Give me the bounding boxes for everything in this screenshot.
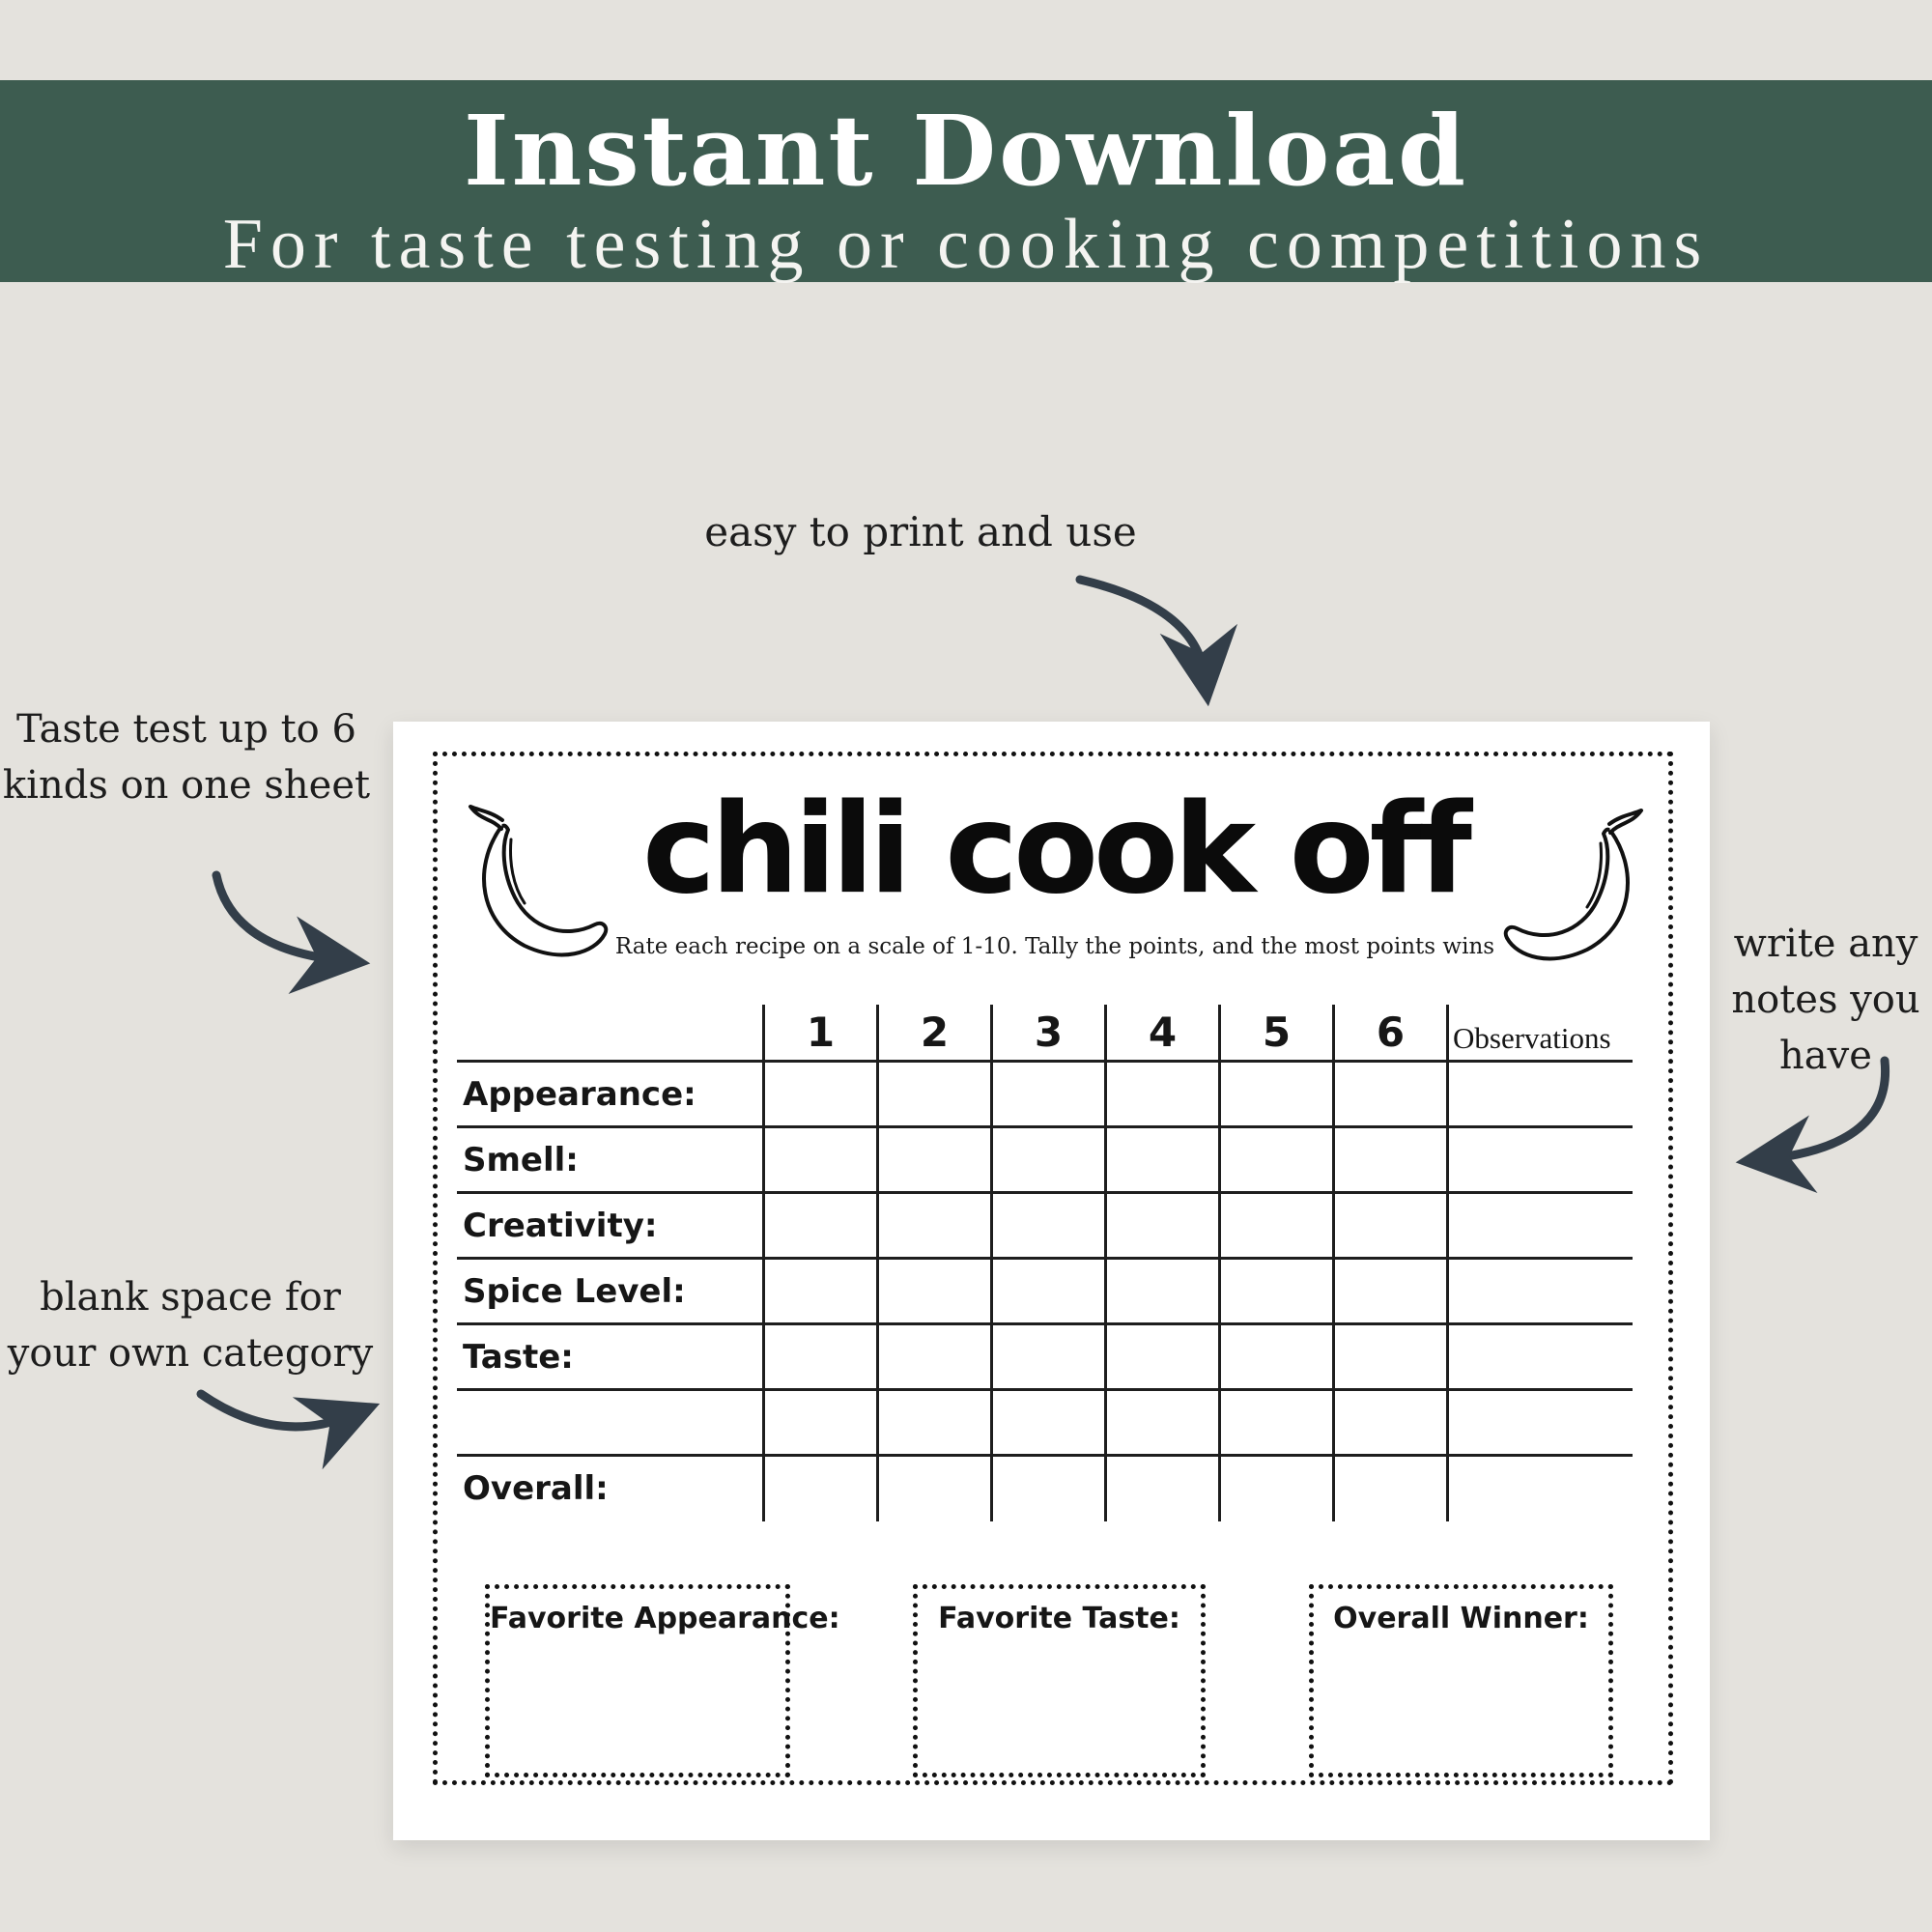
score-cell (762, 1194, 876, 1260)
score-cell (1104, 1391, 1218, 1457)
banner-subtitle: For taste testing or cooking competitions (222, 205, 1710, 284)
favorite-appearance-label: Favorite Appearance: (490, 1602, 840, 1635)
score-cell (876, 1128, 990, 1194)
score-cell (1104, 1325, 1218, 1391)
note-taste-test-line2: kinds on one sheet (2, 763, 371, 808)
observations-cell (1446, 1457, 1633, 1521)
score-cell (990, 1194, 1104, 1260)
score-cell (990, 1063, 1104, 1128)
score-cell (762, 1063, 876, 1128)
score-cell (876, 1391, 990, 1457)
row-label-smell: Smell: (463, 1141, 579, 1179)
score-cell (762, 1325, 876, 1391)
score-cell (1218, 1391, 1332, 1457)
score-cell (876, 1457, 990, 1521)
observations-cell (1446, 1260, 1633, 1325)
score-sheet (393, 722, 1710, 1840)
column-header-3: 3 (990, 1005, 1104, 1063)
table-header-row (457, 1005, 1633, 1063)
score-table (457, 1005, 1633, 1521)
row-label-creativity: Creativity: (463, 1207, 658, 1245)
curved-arrow-bottom-left-icon (201, 1394, 352, 1427)
sheet-subtitle: Rate each recipe on a scale of 1-10. Tally the points, and the most points wins (614, 934, 1495, 959)
observations-cell (1446, 1325, 1633, 1391)
row-label-taste: Taste: (463, 1338, 574, 1377)
score-cell (990, 1391, 1104, 1457)
note-blank-space-line1: blank space for (40, 1275, 341, 1320)
column-header-6: 6 (1332, 1005, 1446, 1063)
score-cell (1332, 1128, 1446, 1194)
table-row-overall (457, 1457, 1633, 1521)
score-cell (1218, 1260, 1332, 1325)
score-cell (1218, 1194, 1332, 1260)
table-corner-cell (457, 1005, 762, 1063)
note-write-notes-line2: notes you (1731, 978, 1920, 1022)
score-cell (1218, 1457, 1332, 1521)
favorite-appearance-box (485, 1584, 840, 1777)
score-cell (1218, 1325, 1332, 1391)
score-cell (1332, 1260, 1446, 1325)
curved-arrow-top-icon (1080, 580, 1205, 676)
observations-cell (1446, 1391, 1633, 1457)
note-taste-test (3, 701, 370, 813)
observations-cell (1446, 1128, 1633, 1194)
note-write-notes-line1: write any (1733, 922, 1918, 966)
note-blank-space-line2: your own category (7, 1331, 374, 1376)
sheet-title: chili cook off (642, 778, 1467, 922)
score-cell (1104, 1128, 1218, 1194)
banner (0, 80, 1932, 282)
score-cell (1104, 1194, 1218, 1260)
score-cell (1332, 1194, 1446, 1260)
observations-cell (1446, 1194, 1633, 1260)
score-cell (990, 1457, 1104, 1521)
score-cell (1104, 1260, 1218, 1325)
score-cell (990, 1128, 1104, 1194)
score-cell (1218, 1063, 1332, 1128)
score-cell (876, 1260, 990, 1325)
score-cell (762, 1457, 876, 1521)
table-row-smell (457, 1128, 1633, 1194)
score-cell (762, 1391, 876, 1457)
score-cell (1104, 1457, 1218, 1521)
score-cell (1104, 1063, 1218, 1128)
score-cell (1332, 1391, 1446, 1457)
column-header-2: 2 (876, 1005, 990, 1063)
table-row-creativity (457, 1194, 1633, 1260)
favorite-taste-box (913, 1584, 1206, 1777)
column-header-observations: Observations (1446, 1005, 1633, 1063)
note-write-notes-line3: have (1779, 1034, 1872, 1078)
table-row-appearance (457, 1063, 1633, 1128)
row-label-appearance: Appearance: (463, 1075, 696, 1114)
score-cell (876, 1063, 990, 1128)
table-row-taste (457, 1325, 1633, 1391)
table-row-blank-category (457, 1391, 1633, 1457)
score-cell (990, 1325, 1104, 1391)
score-cell (762, 1260, 876, 1325)
banner-title: Instant Download (463, 94, 1469, 208)
curved-arrow-left-icon (216, 875, 340, 960)
score-cell (876, 1325, 990, 1391)
note-easy-to-print: easy to print and use (704, 508, 1137, 555)
note-write-notes (1731, 916, 1919, 1084)
observations-cell (1446, 1063, 1633, 1128)
note-blank-space (8, 1269, 373, 1381)
score-cell (1332, 1325, 1446, 1391)
column-header-1: 1 (762, 1005, 876, 1063)
score-cell (1218, 1128, 1332, 1194)
note-taste-test-line1: Taste test up to 6 (16, 707, 356, 752)
row-label-overall: Overall: (463, 1469, 609, 1508)
table-row-spice-level (457, 1260, 1633, 1325)
favorite-taste-label: Favorite Taste: (938, 1602, 1180, 1635)
score-cell (990, 1260, 1104, 1325)
score-cell (762, 1128, 876, 1194)
overall-winner-box (1309, 1584, 1613, 1777)
overall-winner-label: Overall Winner: (1333, 1602, 1589, 1635)
score-cell (1332, 1457, 1446, 1521)
score-cell (1332, 1063, 1446, 1128)
row-label-spice-level: Spice Level: (463, 1272, 686, 1311)
column-header-4: 4 (1104, 1005, 1218, 1063)
score-cell (876, 1194, 990, 1260)
column-header-5: 5 (1218, 1005, 1332, 1063)
